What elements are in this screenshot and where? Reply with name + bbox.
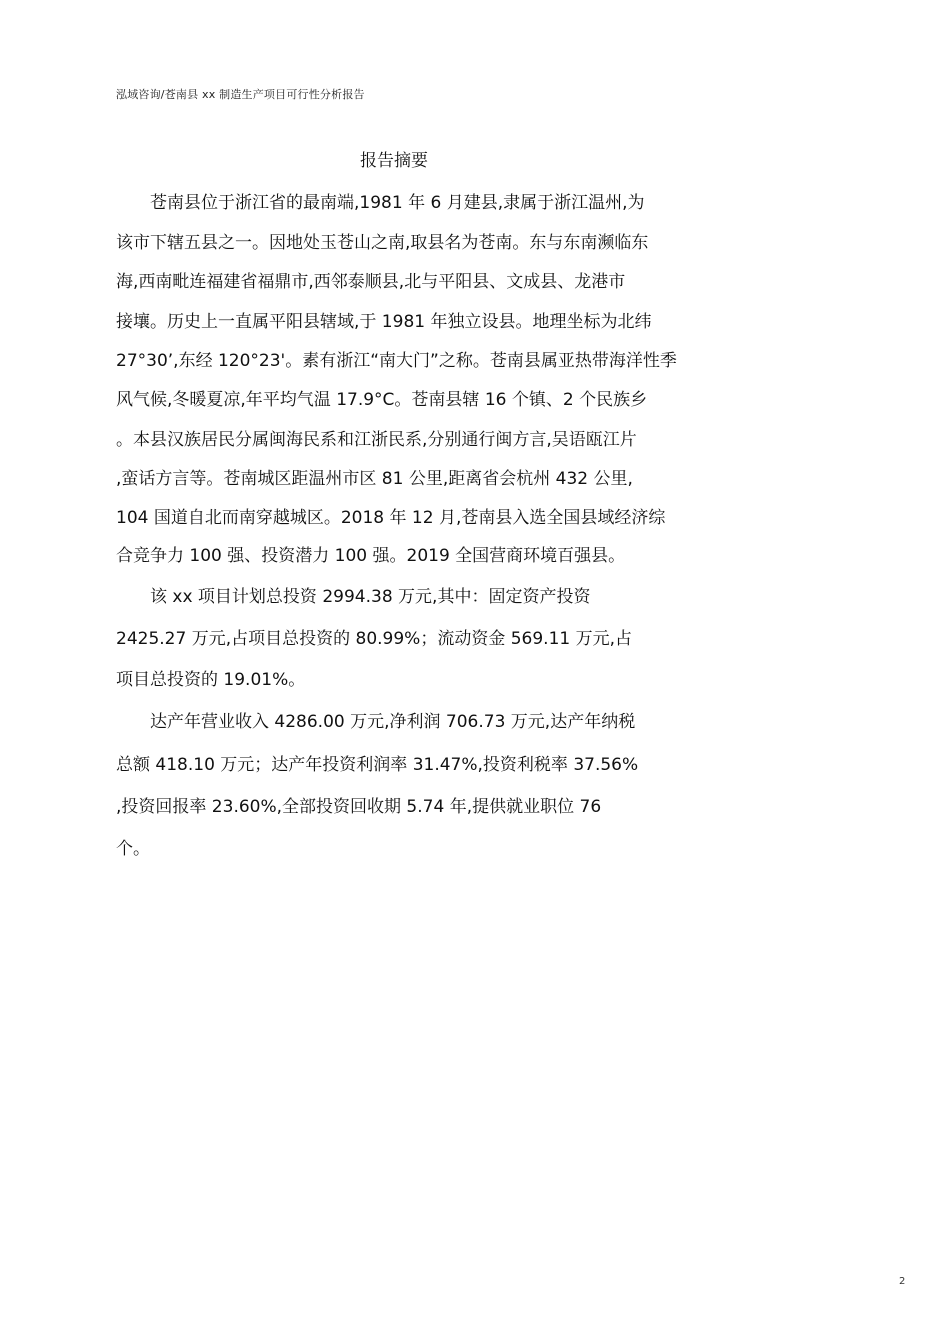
paragraph-line: 该 xx 项目计划总投资 2994.38 万元,其中：固定资产投资 — [150, 587, 591, 607]
paragraph-line: 合竞争力 100 强、投资潜力 100 强。2019 全国营商环境百强县。 — [116, 546, 626, 566]
paragraph-line: 风气候,冬暖夏凉,年平均气温 17.9°C。苍南县辖 16 个镇、2 个民族乡 — [116, 390, 648, 410]
paragraph-line: 苍南县位于浙江省的最南端,1981 年 6 月建县,隶属于浙江温州,为 — [150, 193, 645, 213]
paragraph-line: 项目总投资的 19.01%。 — [116, 670, 306, 690]
paragraph-line: 海,西南毗连福建省福鼎市,西邻泰顺县,北与平阳县、文成县、龙港市 — [116, 272, 626, 292]
page-number: 2 — [899, 1276, 906, 1287]
paragraph-line: 。本县汉族居民分属闽海民系和江浙民系,分别通行闽方言,吴语瓯江片 — [116, 430, 637, 450]
paragraph-line: 27°30’,东经 120°23'。素有浙江“南大门”之称。苍南县属亚热带海洋性季 — [116, 351, 677, 371]
paragraph-line: 个。 — [116, 839, 150, 859]
section-title: 报告摘要 — [360, 151, 428, 171]
paragraph-line: 达产年营业收入 4286.00 万元,净利润 706.73 万元,达产年纳税 — [150, 712, 636, 732]
paragraph-line: 总额 418.10 万元；达产年投资利润率 31.47%,投资利税率 37.56% — [116, 755, 639, 775]
paragraph-line: ,蛮话方言等。苍南城区距温州市区 81 公里,距离省会杭州 432 公里, — [116, 469, 633, 489]
paragraph-line: ,投资回报率 23.60%,全部投资回收期 5.74 年,提供就业职位 76 — [116, 797, 602, 817]
paragraph-line: 104 国道自北而南穿越城区。2018 年 12 月,苍南县入选全国县域经济综 — [116, 508, 666, 528]
paragraph-line: 2425.27 万元,占项目总投资的 80.99%；流动资金 569.11 万元,占 — [116, 629, 633, 649]
paragraph-line: 接壤。历史上一直属平阳县辖域,于 1981 年独立设县。地理坐标为北纬 — [116, 312, 652, 332]
running-header: 泓域咨询/苍南县 xx 制造生产项目可行性分析报告 — [116, 88, 365, 101]
paragraph-line: 该市下辖五县之一。因地处玉苍山之南,取县名为苍南。东与东南濒临东 — [116, 233, 649, 253]
